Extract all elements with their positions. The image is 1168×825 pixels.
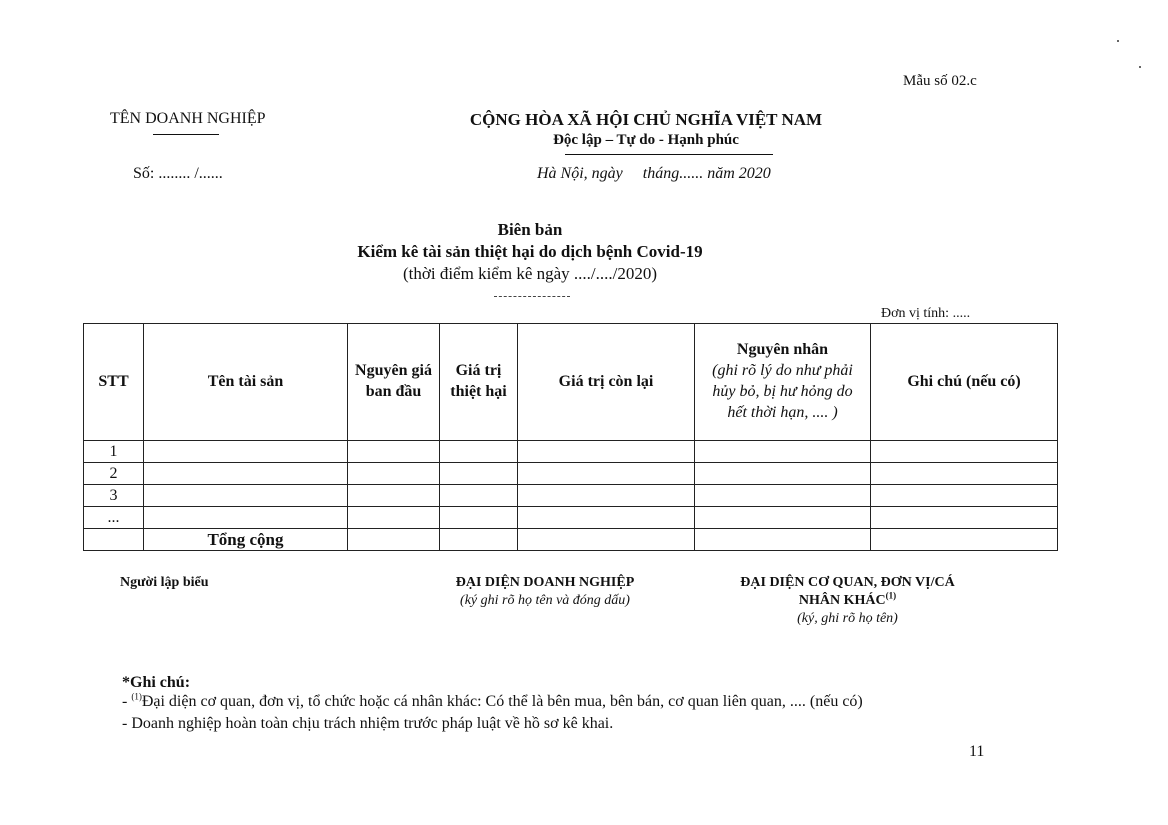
cell-damage-value[interactable] <box>440 485 518 507</box>
agency-representative-text: NHÂN KHÁC <box>798 593 886 608</box>
table-row <box>84 441 1058 463</box>
company-name: TÊN DOANH NGHIỆP <box>110 110 266 127</box>
signature-company-block <box>420 574 670 610</box>
cell-notes[interactable] <box>871 507 1058 529</box>
total-damage-value[interactable] <box>440 529 518 551</box>
document-subtitle: Kiểm kê tài sản thiệt hại do dịch bệnh Covid-19 <box>357 242 703 261</box>
footnote-marker: (1) <box>885 590 897 601</box>
title-separator <box>494 296 570 297</box>
document-number: Số: ........ /...... <box>133 165 223 182</box>
agency-representative-line2 <box>700 592 995 610</box>
table-row <box>84 507 1058 529</box>
cause-title: Nguyên nhân <box>736 341 829 359</box>
total-cause[interactable] <box>695 529 871 551</box>
company-representative-note: (ký ghi rõ họ tên và đóng dấu) <box>460 593 630 608</box>
company-representative-label: ĐẠI DIỆN DOANH NGHIỆP <box>455 575 635 590</box>
footnote-2: - Doanh nghiệp hoàn toàn chịu trách nhiệm trước pháp luật về hồ sơ kê khai. <box>122 715 614 732</box>
cell-notes[interactable] <box>871 485 1058 507</box>
cell-cause[interactable] <box>695 463 871 485</box>
footnote-1 <box>122 693 863 711</box>
total-notes[interactable] <box>871 529 1058 551</box>
cell-residual-value[interactable] <box>518 463 695 485</box>
document-title: Biên bản <box>497 220 563 239</box>
cell-asset-name[interactable] <box>144 463 348 485</box>
column-header-cause <box>695 324 871 441</box>
total-residual-value[interactable] <box>518 529 695 551</box>
column-header-asset-name: Tên tài sản <box>144 324 348 441</box>
cause-note: (ghi rõ lý do như phải hủy bỏ, bị hư hỏng do hết thời hạn, .... ) <box>712 362 853 421</box>
cell-original-cost[interactable] <box>348 441 440 463</box>
footnote-1-prefix: - <box>122 693 132 710</box>
cell-notes[interactable] <box>871 463 1058 485</box>
cell-original-cost[interactable] <box>348 463 440 485</box>
cell-damage-value[interactable] <box>440 463 518 485</box>
company-name-underline <box>153 134 219 135</box>
cell-residual-value[interactable] <box>518 485 695 507</box>
table-row <box>84 463 1058 485</box>
scan-speck <box>1117 40 1119 42</box>
column-header-stt: STT <box>84 324 144 441</box>
form-code: Mẫu số 02.c <box>903 73 977 89</box>
row-stt: 3 <box>84 485 144 507</box>
cell-asset-name[interactable] <box>144 485 348 507</box>
national-motto: Độc lập – Tự do - Hạnh phúc <box>553 132 739 148</box>
cell-residual-value[interactable] <box>518 441 695 463</box>
row-stt: 2 <box>84 463 144 485</box>
column-header-residual-value: Giá trị còn lại <box>518 324 695 441</box>
cell-cause[interactable] <box>695 485 871 507</box>
motto-underline <box>565 154 773 155</box>
total-label: Tổng cộng <box>144 529 348 551</box>
column-header-original-cost: Nguyên giá ban đầu <box>348 324 440 441</box>
footnote-1-text: Đại diện cơ quan, đơn vị, tổ chức hoặc cá nhân khác: Có thể là bên mua, bên bán, cơ quan liên quan, .... (nếu có) <box>141 693 863 710</box>
total-row <box>84 529 1058 551</box>
row-stt: ... <box>84 507 144 529</box>
cell-cause[interactable] <box>695 441 871 463</box>
asset-inventory-table <box>83 323 1058 551</box>
cell-notes[interactable] <box>871 441 1058 463</box>
total-stt-cell <box>84 529 144 551</box>
cell-original-cost[interactable] <box>348 485 440 507</box>
cell-damage-value[interactable] <box>440 507 518 529</box>
inventory-period: (thời điểm kiểm kê ngày ..../..../2020) <box>402 264 658 283</box>
column-header-damage-value: Giá trị thiệt hại <box>440 324 518 441</box>
cell-asset-name[interactable] <box>144 507 348 529</box>
table-header-row <box>84 324 1058 441</box>
row-stt: 1 <box>84 441 144 463</box>
cell-damage-value[interactable] <box>440 441 518 463</box>
cell-original-cost[interactable] <box>348 507 440 529</box>
total-original-cost[interactable] <box>348 529 440 551</box>
republic-heading: CỘNG HÒA XÃ HỘI CHỦ NGHĨA VIỆT NAM <box>469 110 823 129</box>
notes-heading: *Ghi chú: <box>122 674 191 691</box>
agency-representative-note: (ký, ghi rõ họ tên) <box>797 611 898 626</box>
page-number: 11 <box>969 743 985 760</box>
signature-preparer: Người lập biểu <box>120 575 209 590</box>
table-row <box>84 485 1058 507</box>
footnote-1-marker: (1) <box>131 691 142 702</box>
cell-residual-value[interactable] <box>518 507 695 529</box>
agency-representative-line1: ĐẠI DIỆN CƠ QUAN, ĐƠN VỊ/CÁ <box>740 575 955 590</box>
column-header-notes: Ghi chú (nếu có) <box>871 324 1058 441</box>
place-date: Hà Nội, ngày tháng...... năm 2020 <box>537 165 771 182</box>
signature-agency-block <box>700 574 995 628</box>
unit-label: Đơn vị tính: ..... <box>881 306 971 321</box>
cell-cause[interactable] <box>695 507 871 529</box>
cell-asset-name[interactable] <box>144 441 348 463</box>
scan-speck <box>1139 66 1141 68</box>
